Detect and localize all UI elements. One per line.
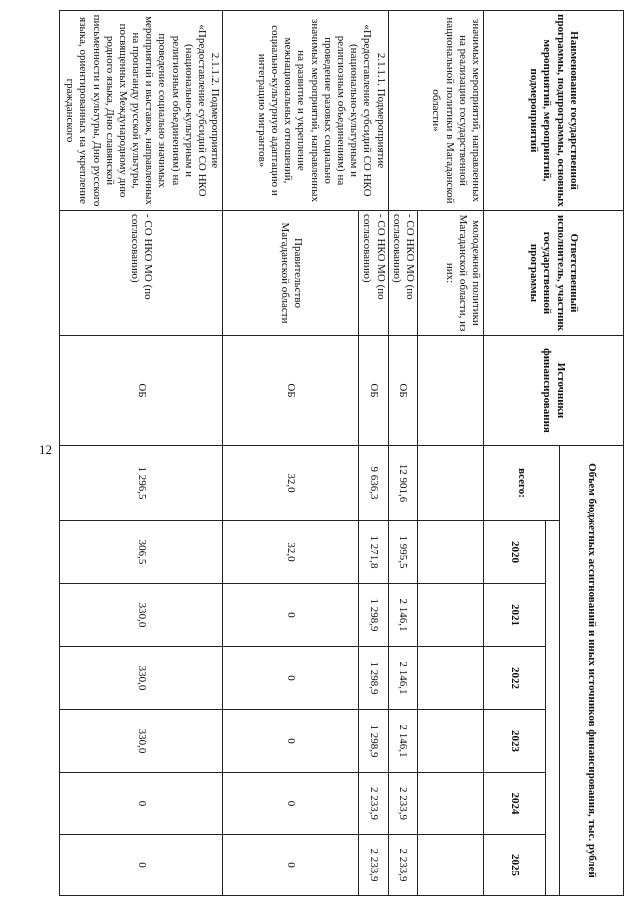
row-value-2022: 0 bbox=[223, 647, 359, 710]
row-executor: - СО НКО МО (по согласованию) bbox=[60, 211, 223, 336]
row-executor: - СО НКО МО (по согласованию) bbox=[359, 211, 388, 336]
table-row bbox=[418, 11, 484, 896]
row-value-2025 bbox=[418, 835, 484, 896]
row-source: ОБ bbox=[359, 336, 388, 446]
row-value-2021: 330,0 bbox=[60, 584, 223, 647]
header-total: всего: bbox=[484, 446, 560, 521]
row-value-2020 bbox=[418, 521, 484, 584]
row-value-2020: 1 271,8 bbox=[359, 521, 388, 584]
row-value-2024 bbox=[418, 773, 484, 835]
financing-table bbox=[59, 10, 624, 896]
header-year-2024: 2024 bbox=[484, 773, 546, 835]
row-value-2021 bbox=[418, 584, 484, 647]
row-executor: Правительство Магаданской области bbox=[223, 211, 359, 336]
header-year-2023: 2023 bbox=[484, 710, 546, 773]
header-year-2025: 2025 bbox=[484, 835, 546, 896]
row-value-2023: 1 298,9 bbox=[359, 710, 388, 773]
row-executor: молодежной политики Магаданской области, из них: bbox=[418, 211, 484, 336]
row-total: 9 636,3 bbox=[359, 446, 388, 521]
header-executor: Ответственный исполнитель, участник государственной программы bbox=[484, 211, 624, 336]
row-value-2024: 2 233,9 bbox=[359, 773, 388, 835]
row-value-2023 bbox=[418, 710, 484, 773]
row-value-2021: 0 bbox=[223, 584, 359, 647]
row-value-2022 bbox=[418, 647, 484, 710]
rotated-page bbox=[59, 10, 624, 895]
row-total: 12 901,6 bbox=[388, 446, 417, 521]
table-row bbox=[60, 11, 223, 896]
row-value-2025: 0 bbox=[223, 835, 359, 896]
row-value-2022: 330,0 bbox=[60, 647, 223, 710]
row-total bbox=[418, 446, 484, 521]
header-row-1 bbox=[560, 11, 624, 896]
row-value-2022: 1 298,9 bbox=[359, 647, 388, 710]
row-source: ОБ bbox=[388, 336, 417, 446]
row-value-2020: 32,0 bbox=[223, 521, 359, 584]
table-row bbox=[359, 11, 388, 896]
row-total: 32,0 bbox=[223, 446, 359, 521]
header-volume: Объем бюджетных ассигнований и иных источников финансирования, тыс. рублей bbox=[560, 446, 624, 896]
row-value-2025: 2 233,9 bbox=[388, 835, 417, 896]
row-value-2024: 2 233,9 bbox=[388, 773, 417, 835]
row-name: 2.1.1.2. Подмероприятие «Предоставление субсидий СО НКО (национально-культурным и религиозным объединениям) на проведение социально значимых мероприятий и выставок, направленных на пропаганду русской культуры, посвященных Международному дню родного языка, Дню славянской письменности и культуры, Дню русского языка, ориентированных на укрепление гражданского bbox=[60, 11, 223, 211]
row-value-2025: 2 233,9 bbox=[359, 835, 388, 896]
row-value-2020: 306,5 bbox=[60, 521, 223, 584]
row-name: значимых мероприятий, направленных на реализацию государственной национальной политики в Магаданской области» bbox=[388, 11, 483, 211]
row-value-2023: 2 146,1 bbox=[388, 710, 417, 773]
row-source: ОБ bbox=[223, 336, 359, 446]
row-value-2022: 2 146,1 bbox=[388, 647, 417, 710]
row-value-2024: 0 bbox=[223, 773, 359, 835]
page-number: 12 bbox=[39, 442, 52, 457]
row-value-2024: 0 bbox=[60, 773, 223, 835]
row-value-2021: 2 146,1 bbox=[388, 584, 417, 647]
row-total: 1 296,5 bbox=[60, 446, 223, 521]
row-value-2023: 330,0 bbox=[60, 710, 223, 773]
header-years-spacer bbox=[546, 521, 560, 896]
row-source: ОБ bbox=[60, 336, 223, 446]
row-value-2023: 0 bbox=[223, 710, 359, 773]
header-name: Наименование государственной программы, подпрограммы, основных мероприятий, мероприятий, подмероприятий bbox=[484, 11, 624, 211]
header-year-2020: 2020 bbox=[484, 521, 546, 584]
row-value-2020: 1 995,5 bbox=[388, 521, 417, 584]
row-source bbox=[418, 336, 484, 446]
header-year-2022: 2022 bbox=[484, 647, 546, 710]
row-value-2025: 0 bbox=[60, 835, 223, 896]
row-name: 2.1.1.1. Подмероприятие «Предоставление субсидий СО НКО (национально-культурным и религиозным объединениям) на проведение разовых социально значимых мероприятий, направленных на развитие и укрепление межнациональных отношений, социально-культурную адаптацию и интеграцию мигрантов» bbox=[223, 11, 388, 211]
header-year-2021: 2021 bbox=[484, 584, 546, 647]
header-source: Источники финансирования bbox=[484, 336, 624, 446]
row-value-2021: 1 298,9 bbox=[359, 584, 388, 647]
row-executor: - СО НКО МО (по согласованию) bbox=[388, 211, 417, 336]
